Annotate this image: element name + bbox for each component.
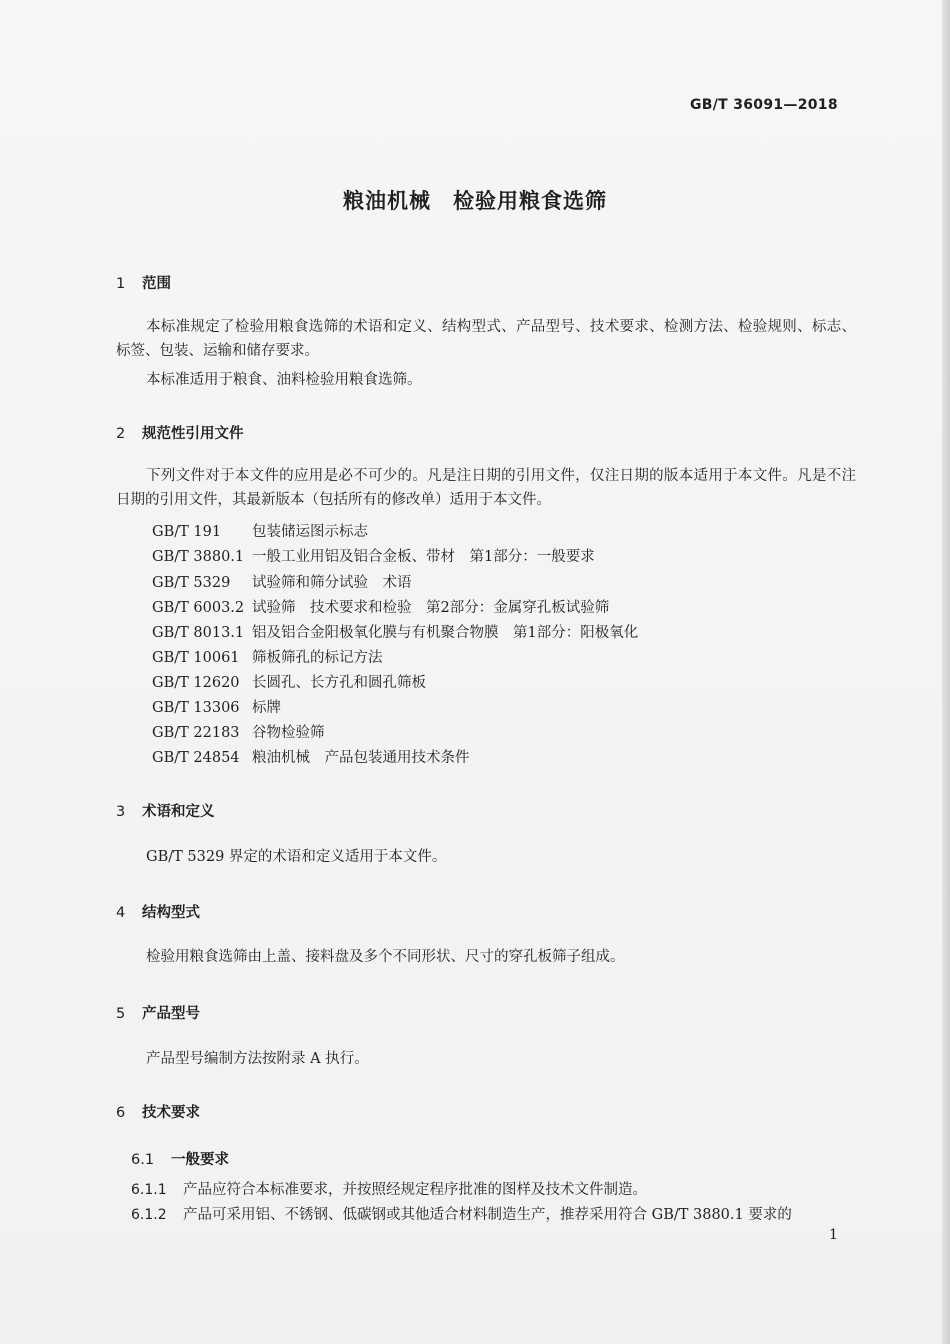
subsection-number: 6.1 (131, 1152, 155, 1168)
reference-title: 粮油机械 产品包装通用技术条件 (252, 750, 470, 766)
clause-text: 产品可采用铝、不锈钢、低碳钢或其他适合材料制造生产，推荐采用符合 GB/T 3880.1 要求的 (183, 1207, 792, 1223)
reference-item (152, 596, 609, 617)
reference-item (152, 746, 470, 767)
page-number: 1 (829, 1227, 838, 1243)
section-1-paragraph-2: 本标准适用于粮食、油料检验用粮食选筛。 (146, 372, 422, 388)
reference-code: GB/T 8013.1 (152, 625, 245, 641)
reference-code: GB/T 5329 (152, 575, 231, 591)
reference-title: 筛板筛孔的标记方法 (252, 650, 383, 666)
reference-code: GB/T 3880.1 (152, 549, 245, 565)
section-title: 规范性引用文件 (142, 426, 244, 442)
clause-number: 6.1.1 (131, 1182, 167, 1198)
section-3-paragraph: GB/T 5329 界定的术语和定义适用于本文件。 (146, 849, 447, 865)
section-title: 产品型号 (142, 1006, 200, 1022)
section-2-heading (116, 422, 244, 443)
reference-item (152, 621, 638, 642)
reference-item (152, 545, 595, 566)
reference-title: 一般工业用铝及铝合金板、带材 第1部分：一般要求 (252, 549, 595, 565)
reference-title: 长圆孔、长方孔和圆孔筛板 (252, 675, 426, 691)
section-4-heading (116, 901, 200, 922)
document-title: 粮油机械 检验用粮食选筛 (343, 189, 607, 213)
reference-code: GB/T 24854 (152, 750, 240, 766)
section-4-paragraph: 检验用粮食选筛由上盖、接料盘及多个不同形状、尺寸的穿孔板筛子组成。 (146, 949, 625, 965)
reference-item (152, 571, 412, 592)
section-6-heading (116, 1101, 200, 1122)
section-2-intro: 下列文件对于本文件的应用是必不可少的。凡是注日期的引用文件，仅注日期的版本适用于本文件。凡是不注日期的引用文件，其最新版本（包括所有的修改单）适用于本文件。 (116, 468, 856, 508)
section-1-heading (116, 272, 171, 293)
section-title: 术语和定义 (142, 804, 215, 820)
section-3-heading (116, 800, 215, 821)
reference-code: GB/T 13306 (152, 700, 240, 716)
clause-6-1-2 (131, 1203, 792, 1224)
section-number: 5 (116, 1006, 126, 1022)
section-number: 1 (116, 276, 126, 292)
section-number: 3 (116, 804, 126, 820)
reference-title: 试验筛和筛分试验 术语 (252, 575, 412, 591)
subsection-title: 一般要求 (171, 1152, 229, 1168)
reference-code: GB/T 22183 (152, 725, 240, 741)
reference-code: GB/T 191 (152, 524, 222, 540)
reference-title: 铝及铝合金阳极氧化膜与有机聚合物膜 第1部分：阳极氧化 (252, 625, 639, 641)
reference-item (152, 721, 325, 742)
standard-number: GB/T 36091—2018 (690, 97, 838, 113)
subsection-6-1-heading (131, 1148, 229, 1169)
reference-title: 试验筛 技术要求和检验 第2部分：金属穿孔板试验筛 (252, 600, 610, 616)
section-title: 技术要求 (142, 1105, 200, 1121)
reference-title: 包装储运图示标志 (252, 524, 368, 540)
reference-title: 标牌 (252, 700, 281, 716)
section-5-heading (116, 1002, 200, 1023)
reference-code: GB/T 6003.2 (152, 600, 245, 616)
reference-item (152, 646, 383, 667)
section-1-paragraph-1: 本标准规定了检验用粮食选筛的术语和定义、结构型式、产品型号、技术要求、检测方法、检验规则、标志、标签、包装、运输和储存要求。 (116, 319, 856, 359)
reference-item (152, 696, 281, 717)
reference-item (152, 671, 426, 692)
section-5-paragraph: 产品型号编制方法按附录 A 执行。 (146, 1051, 369, 1067)
section-number: 6 (116, 1105, 126, 1121)
clause-number: 6.1.2 (131, 1207, 167, 1223)
reference-title: 谷物检验筛 (252, 725, 325, 741)
section-title: 范围 (142, 276, 171, 292)
reference-item (152, 520, 368, 541)
section-number: 4 (116, 905, 126, 921)
reference-code: GB/T 10061 (152, 650, 240, 666)
section-number: 2 (116, 426, 126, 442)
section-title: 结构型式 (142, 905, 200, 921)
clause-text: 产品应符合本标准要求，并按照经规定程序批准的图样及技术文件制造。 (183, 1182, 647, 1198)
reference-code: GB/T 12620 (152, 675, 240, 691)
clause-6-1-1 (131, 1178, 647, 1199)
